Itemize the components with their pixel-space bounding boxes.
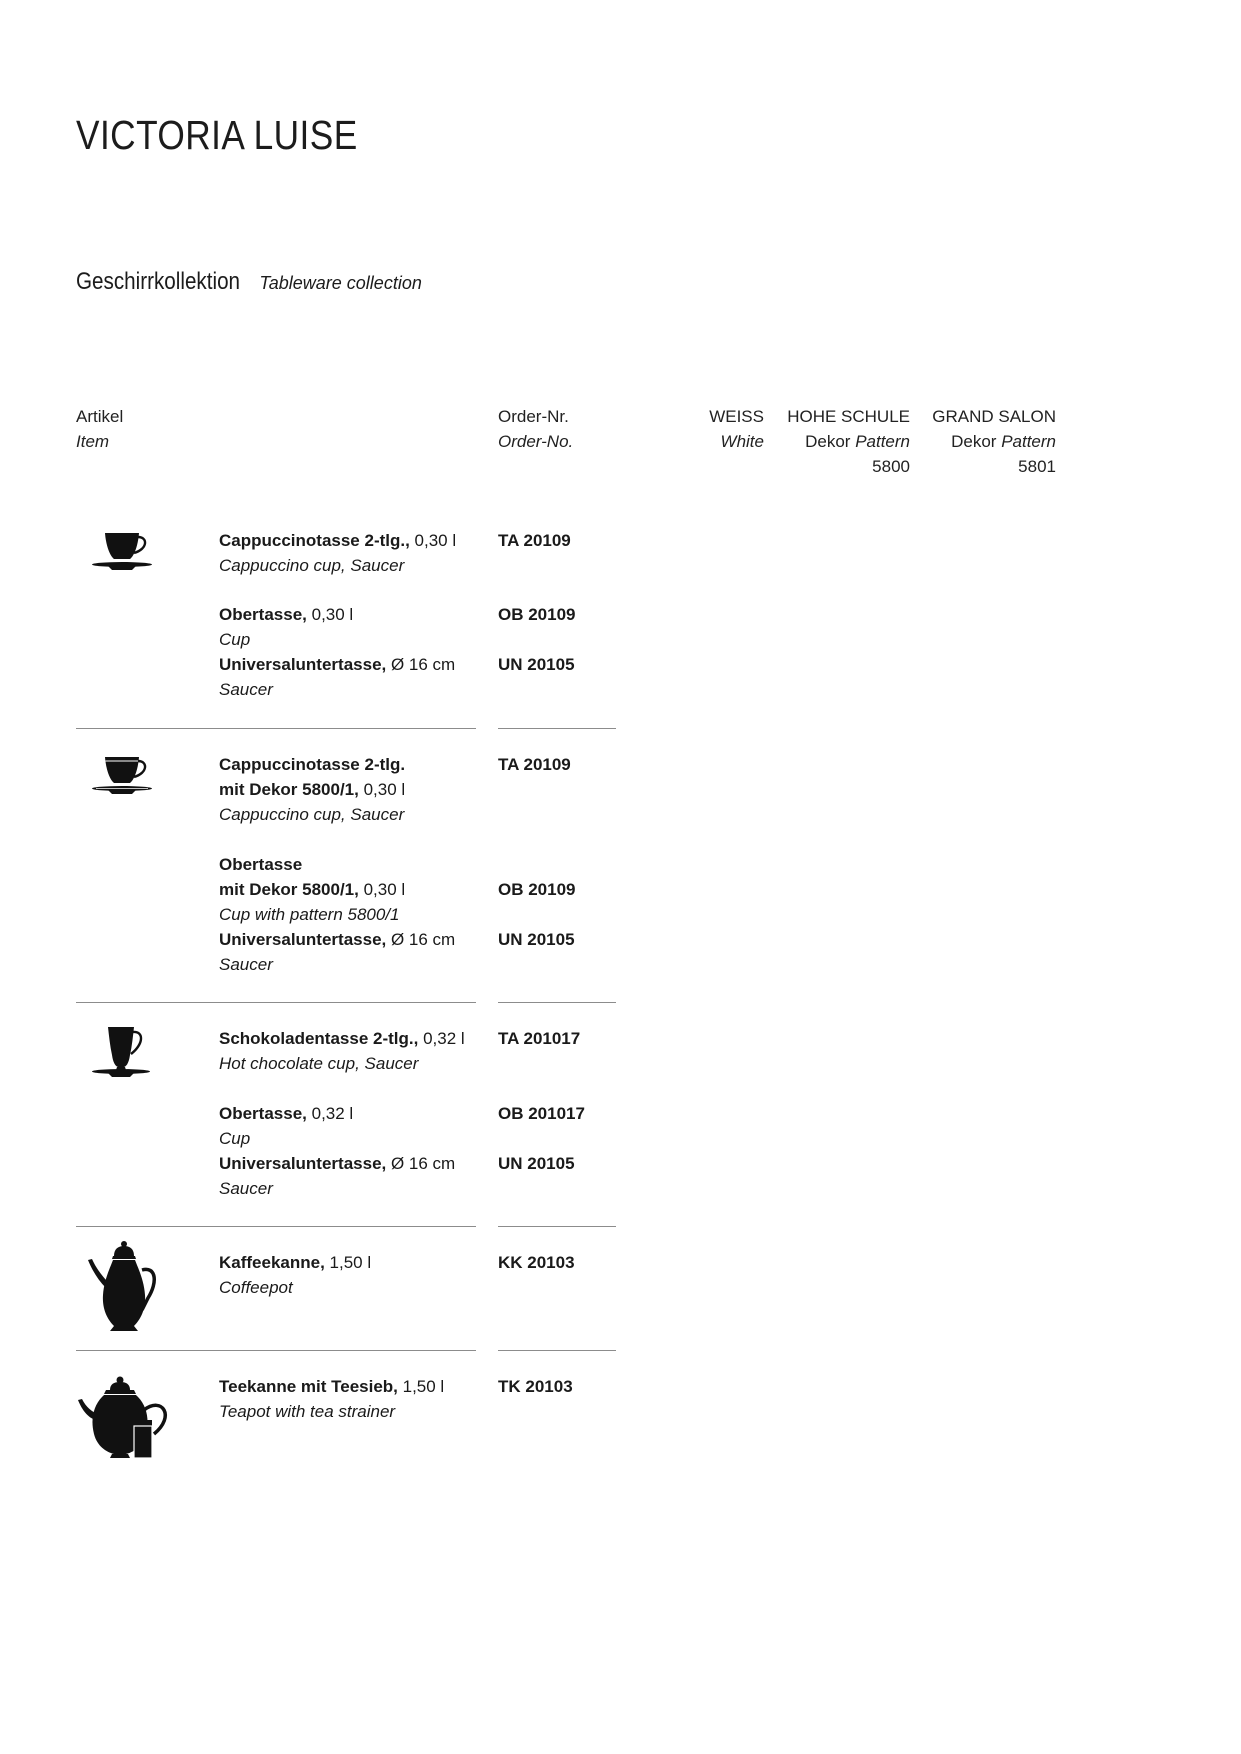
divider	[76, 728, 476, 729]
divider	[498, 1226, 616, 1227]
order-number: OB 201017	[498, 1104, 585, 1123]
cappuccino-cup-pattern-icon	[90, 752, 154, 798]
page-title: VICTORIA LUISE	[76, 112, 358, 158]
order-number: UN 20105	[498, 655, 575, 674]
header-gs-number: 5801	[1018, 457, 1056, 476]
header-hs-name: HOHE SCHULE	[787, 407, 910, 426]
hot-chocolate-cup-icon	[90, 1024, 154, 1080]
header-order	[498, 404, 573, 454]
list-item: Obertasse, 0,32 l Cup Universaluntertasse, Ø 16 cm Saucer	[219, 1104, 456, 1198]
header-hs-de: Dekor	[805, 432, 851, 451]
divider	[498, 728, 616, 729]
divider	[76, 1226, 476, 1227]
order-number: TA 20109	[498, 531, 571, 550]
list-item: Cappuccinotasse 2-tlg. mit Dekor 5800/1, 0,30 l Cappuccino cup, Saucer	[219, 755, 406, 824]
divider	[76, 1002, 476, 1003]
page-subtitle	[76, 268, 422, 296]
teapot-icon	[76, 1376, 170, 1460]
header-hs-number: 5800	[872, 457, 910, 476]
header-white-en: White	[720, 432, 764, 451]
header-hs-en: Pattern	[855, 432, 910, 451]
header-grand-salon	[910, 404, 1056, 479]
header-order-de: Order-Nr.	[498, 407, 569, 426]
order-number: UN 20105	[498, 1154, 575, 1173]
subtitle-de: Geschirrkollektion	[76, 268, 241, 295]
header-gs-de: Dekor	[951, 432, 997, 451]
coffeepot-icon	[84, 1240, 164, 1334]
order-number: OB 20109	[498, 880, 576, 899]
list-item: Kaffeekanne, 1,50 l Coffeepot	[219, 1253, 372, 1297]
order-number: OB 20109	[498, 605, 576, 624]
order-number: TA 20109	[498, 755, 571, 774]
header-order-en: Order-No.	[498, 432, 574, 451]
divider	[498, 1002, 616, 1003]
subtitle-en: Tableware collection	[259, 273, 422, 293]
header-white	[660, 404, 764, 454]
header-white-de: WEISS	[709, 407, 764, 426]
list-item: Cappuccinotasse 2-tlg., 0,30 l Cappuccino cup, Saucer	[219, 531, 457, 575]
cappuccino-cup-icon	[90, 528, 154, 574]
header-hohe-schule	[770, 404, 910, 479]
header-item-de: Artikel	[76, 407, 124, 426]
header-item-en: Item	[76, 432, 110, 451]
list-item: Obertasse mit Dekor 5800/1, 0,30 l Cup with pattern 5800/1 Universaluntertasse, Ø 16 cm Saucer	[219, 855, 456, 974]
list-item: Obertasse, 0,30 l Cup Universaluntertasse, Ø 16 cm Saucer	[219, 605, 456, 699]
divider	[76, 1350, 476, 1351]
order-number: KK 20103	[498, 1253, 575, 1272]
header-gs-name: GRAND SALON	[932, 407, 1056, 426]
divider	[498, 1350, 616, 1351]
order-number: TA 201017	[498, 1029, 581, 1048]
list-item: Schokoladentasse 2-tlg., 0,32 l Hot chocolate cup, Saucer	[219, 1029, 465, 1073]
order-number: UN 20105	[498, 930, 575, 949]
header-item	[76, 404, 123, 454]
header-gs-en: Pattern	[1001, 432, 1056, 451]
list-item: Teekanne mit Teesieb, 1,50 l Teapot with tea strainer	[219, 1377, 445, 1421]
order-number: TK 20103	[498, 1377, 573, 1396]
